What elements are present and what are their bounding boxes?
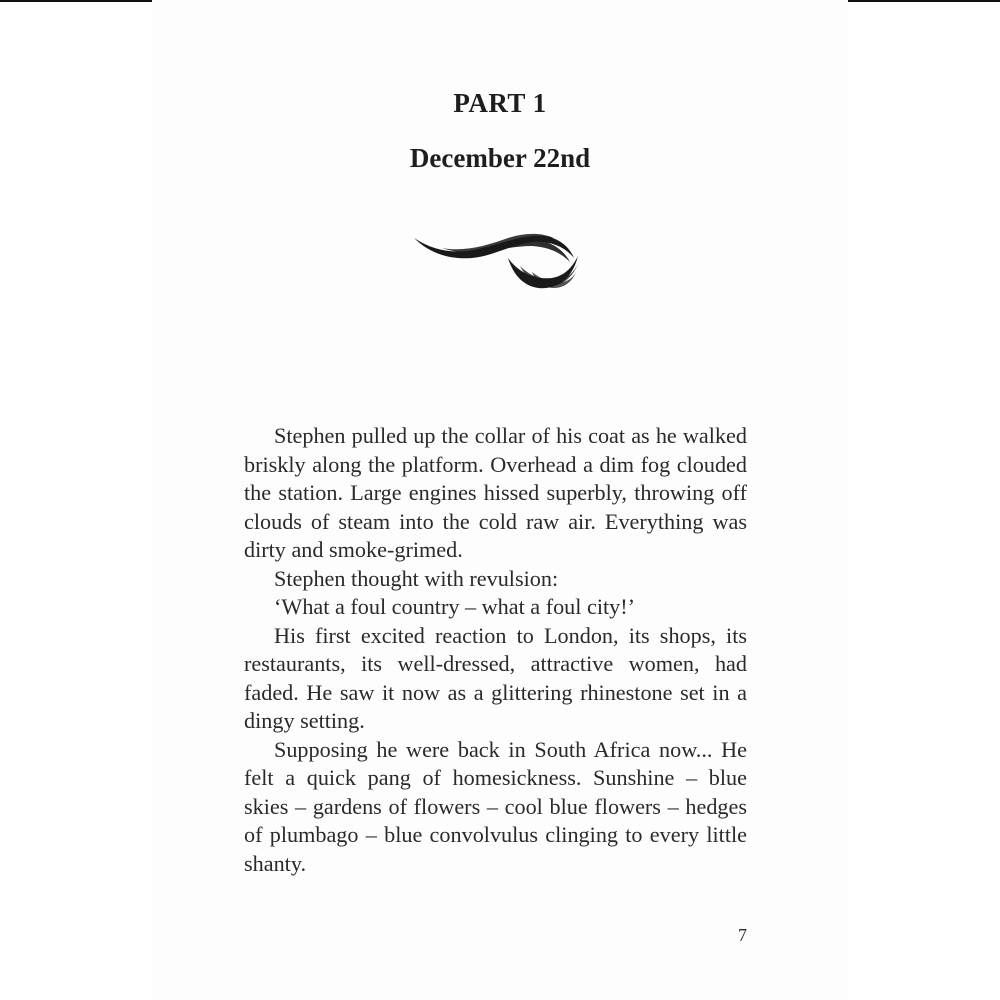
paragraph: Stephen thought with revulsion: [274,565,559,591]
swash-flourish-icon [412,228,582,292]
top-left-edge-line [0,0,152,2]
chapter-heading: December 22nd [409,143,591,173]
paragraph: His first excited reaction to London, its shops, its restaurants, its well-dressed, attractive women, had faded. He saw it now as a glittering rhinestone set in a dingy setting. [244,622,747,733]
chapter-body [244,422,747,878]
paragraph: ‘What a foul country – what a foul city!’ [274,594,636,619]
book-page [152,0,848,1000]
paragraph: Stephen pulled up the collar of his coat as he walked briskly along the platform. Overhead a dim fog clouded the station. Large engines hissed superbly, throwing off clouds of steam into the cold raw air. Everything was dirty and smoke-grimed. [244,423,747,562]
part-heading: PART 1 [453,88,547,118]
paragraph: Supposing he were back in South Africa now... He felt a quick pang of homesickness. Sunshine – blue skies – gardens of flowers – cool blue flowers – hedges of plumbago – blue convolvulus clinging to every little shanty. [244,736,747,876]
top-right-edge-line [848,0,1000,2]
page-number: 7 [738,925,747,945]
